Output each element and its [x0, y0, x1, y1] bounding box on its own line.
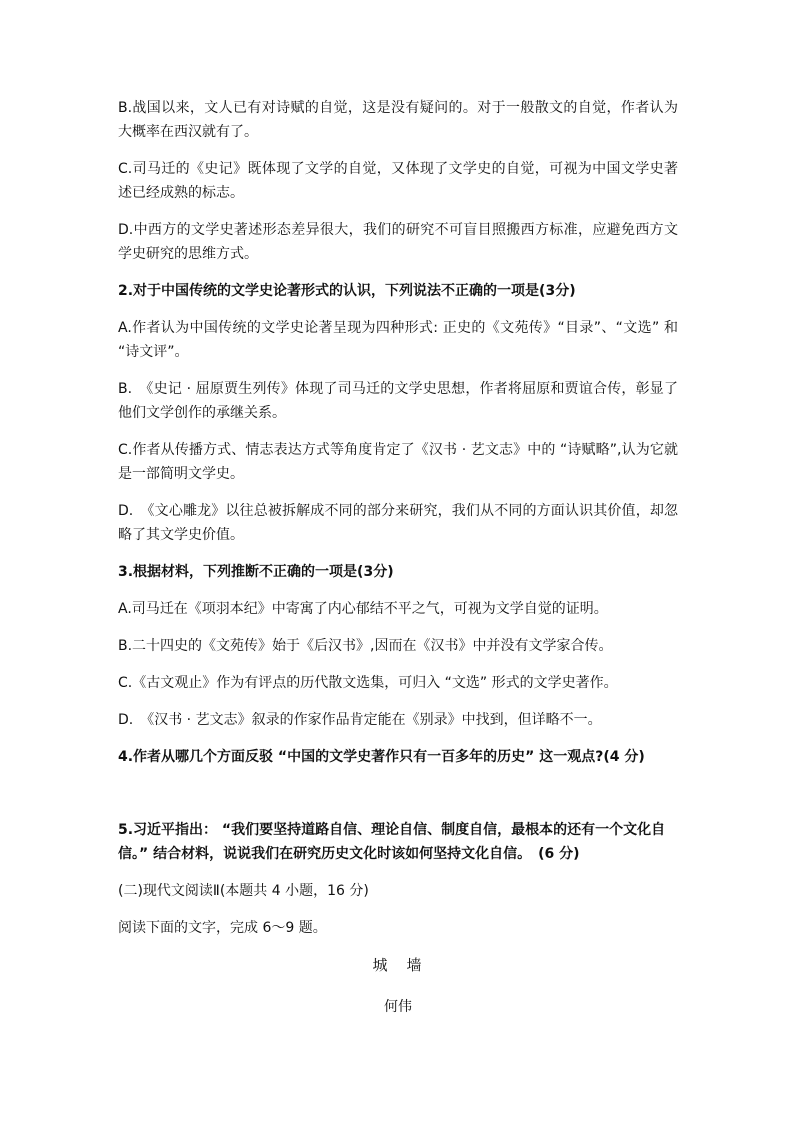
section-heading: (二)现代文阅读Ⅱ(本题共 4 小题，16 分): [118, 883, 369, 899]
q1-option-d: D.中西方的文学史著述形态差异很大，我们的研究不可盲目照搬西方标准，应避免西方文学史研究的思维方式。: [118, 222, 678, 262]
q2-option-a: A.作者认为中国传统的文学史论著呈现为四种形式: 正史的《文苑传》“目录”、“文选” 和 “诗文评”。: [118, 320, 678, 360]
reading-instruction: 阅读下面的文字，完成 6～9 题。: [118, 920, 327, 936]
article-title: 城 墙: [372, 956, 424, 974]
q1-option-c: C.司马迁的《史记》既体现了文学的自觉，又体现了文学史的自觉，可视为中国文学史著述已经成熟的标志。: [118, 161, 678, 201]
q3-option-b: B.二十四史的《文苑传》始于《后汉书》,因而在《汉书》中并没有文学家合传。: [118, 638, 613, 654]
document-content: [118, 96, 678, 1019]
article-author: 何伟: [384, 999, 412, 1015]
q3-option-c: C.《古文观止》作为有评点的历代散文选集，可归入 “文选” 形式的文学史著作。: [118, 675, 618, 691]
q2-option-c: C.作者从传播方式、情志表达方式等角度肯定了《汉书 · 艺文志》中的 “诗赋略”,认为它就是一部简明文学史。: [118, 442, 678, 482]
q2-option-d: D. 《文心雕龙》以往总被拆解成不同的部分来研究，我们从不同的方面认识其价值，却忽略了其文学史价值。: [118, 503, 678, 543]
q3-option-d: D. 《汉书 · 艺文志》叙录的作家作品肯定能在《别录》中找到，但详略不一。: [118, 712, 602, 728]
q3-option-a: A.司马迁在《项羽本纪》中寄寓了内心郁结不平之气，可视为文学自觉的证明。: [118, 601, 608, 617]
q2-option-b: B. 《史记 · 屈原贾生列传》体现了司马迁的文学史思想，作者将屈原和贾谊合传，彰显了他们文学创作的承继关系。: [118, 381, 678, 421]
q3-stem: 3.根据材料，下列推断不正确的一项是(3分): [118, 564, 394, 580]
q5-stem: 5.习近平指出： “我们要坚持道路自信、理论自信、制度自信，最根本的还有一个文化自信。” 结合材料，说说我们在研究历史文化时该如何坚持文化自信。 (6 分): [118, 822, 666, 862]
q1-option-b: B.战国以来，文人已有对诗赋的自觉，这是没有疑问的。对于一般散文的自觉，作者认为大概率在西汉就有了。: [118, 100, 678, 140]
q4-stem: 4.作者从哪几个方面反驳 “中国的文学史著作只有一百多年的历史” 这一观点?(4 分): [118, 749, 645, 765]
answer-space: [118, 782, 678, 818]
q2-stem: 2.对于中国传统的文学史论著形式的认识，下列说法不正确的一项是(3分): [118, 283, 576, 299]
